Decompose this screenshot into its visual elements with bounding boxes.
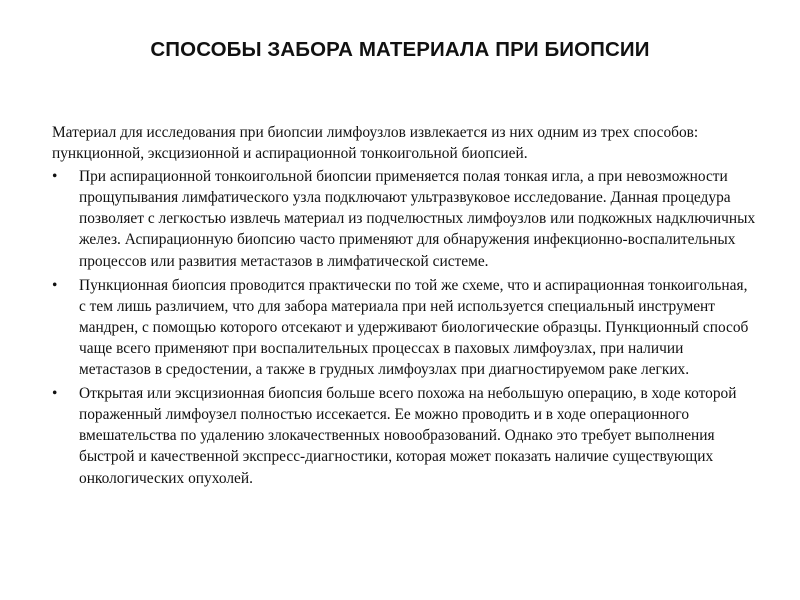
bullet-icon: •: [52, 385, 58, 403]
bullet-item-aspiration: [52, 166, 758, 271]
slide-title: СПОСОБЫ ЗАБОРА МАТЕРИАЛА ПРИ БИОПСИИ: [150, 38, 650, 61]
bullet-icon: •: [52, 276, 58, 294]
bullet-icon: •: [52, 168, 58, 186]
bullet-text: Пункционная биопсия проводится практически по той же схеме, что и аспирационная тонкоигольная, с тем лишь различием, что для забора материала при ней используется специальный инструмент мандрен, с помощью которого отсекают и удерживают биологические образцы. Пункционный способ чаще всего применяют при воспалительных процессах в паховых лимфоузлах, при наличии метастазов в средостении, а также в грудных лимфоузлах при диагностируемом раке легких.: [79, 276, 749, 379]
slide-body: [52, 122, 758, 492]
bullet-text: При аспирационной тонкоигольной биопсии применяется полая тонкая игла, а при невозможности прощупывания лимфатического узла подключают ультразвуковое исследование. Данная процедура позволяет с легкостью извлечь материал из подчелюстных лимфоузлов или подкожных надключичных желез. Аспирационную биопсию часто применяют для обнаружения инфекционно-воспалительных процессов или развития метастазов в лимфатической системе.: [79, 168, 756, 270]
bullet-item-excisional: [52, 383, 758, 488]
intro-paragraph: Материал для исследования при биопсии лимфоузлов извлекается из них одним из трех способов: пункционной, эксцизионной и аспирационной тонкоигольной биопсией.: [52, 124, 699, 163]
bullet-text: Открытая или эксцизионная биопсия больше всего похожа на небольшую операцию, в ходе которой пораженный лимфоузел полностью иссекается. Ее можно проводить и в ходе операционного вмешательства по удалению злокачественных новообразований. Однако это требует выполнения быстрой и качественной экспресс-диагностики, которая может показать наличие существующих онкологических опухолей.: [79, 385, 737, 487]
bullet-list: [52, 166, 758, 488]
bullet-item-puncture: [52, 275, 758, 380]
